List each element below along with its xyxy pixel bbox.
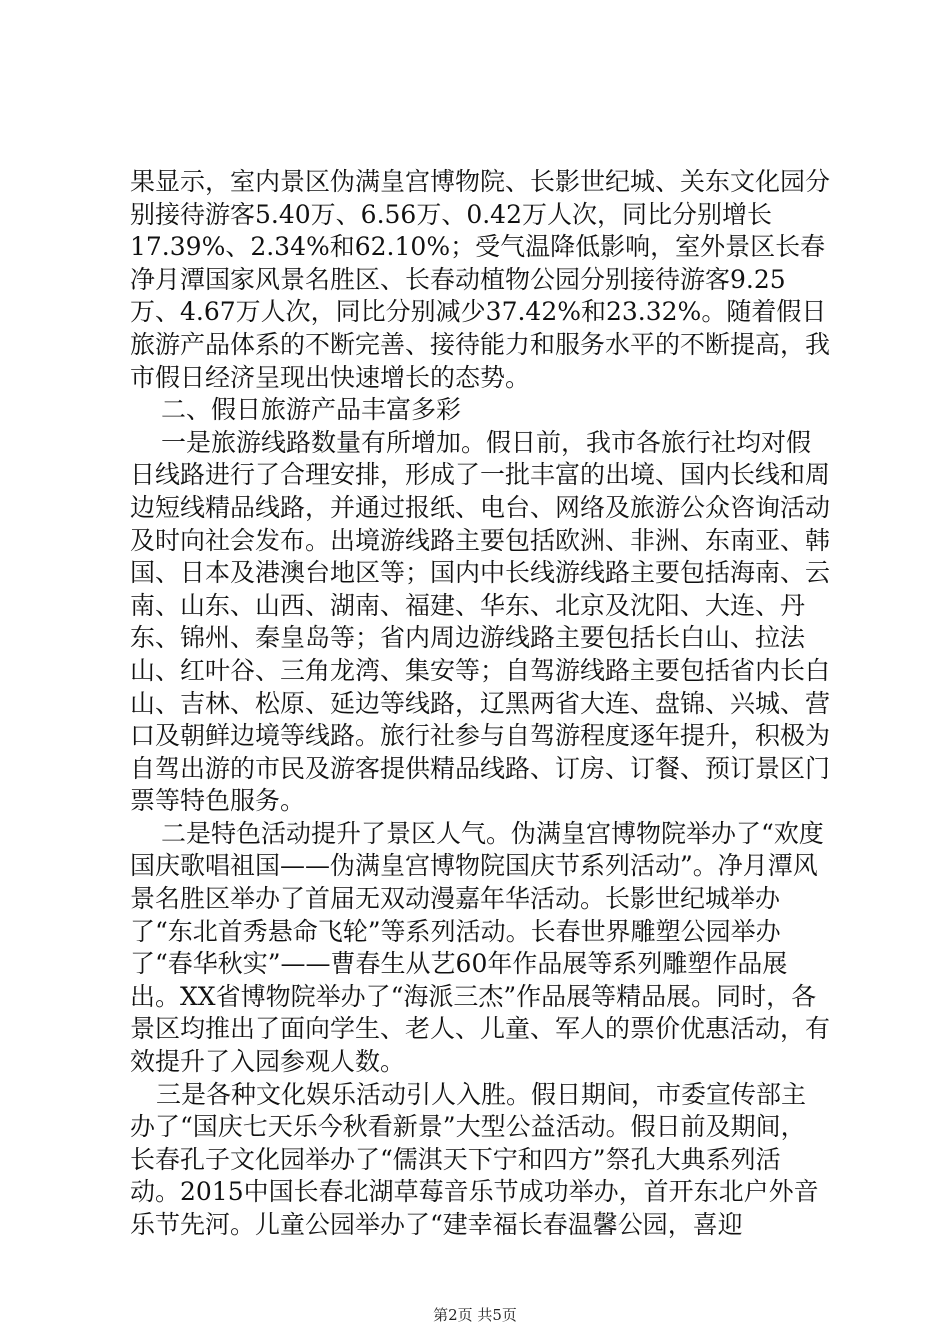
paragraph-special-activities: 二是特色活动提升了景区人气。伪满皇宫博物院举办了“欢度国庆歌唱祖国——伪满皇宫博物院国庆节系列活动”。净月潭风景名胜区举办了首届无双动漫嘉年华活动。长影世纪城举办了“东北首秀悬命飞轮”等系列活动。长春世界雕塑公园举办了“春华秋实”——曹春生从艺60年作品展等系列雕塑作品展出。XX省博物院举办了“海派三杰”作品展等精品展。同时，各景区均推出了面向学生、老人、儿童、军人的票价优惠活动，有效提升了入园参观人数。 xyxy=(130,818,831,1077)
section-heading: 二、假日旅游产品丰富多彩 xyxy=(161,395,462,425)
paragraph-statistics: 果显示，室内景区伪满皇宫博物院、长影世纪城、关东文化园分别接待游客5.40万、6.56万、0.42万人次，同比分别增长17.39%、2.34%和62.10%；受气温降低影响，室外景区长春净月潭国家风景名胜区、长春动植物公园分别接待游客9.25万、4.67万人次，同比分别减少37.42%和23.32%。随着假日旅游产品体系的不断完善、接待能力和服务水平的不断提高，我市假日经济呈现出快速增长的态势。 xyxy=(130,167,831,392)
paragraph-cultural-events: 三是各种文化娱乐活动引人入胜。假日期间，市委宣传部主办了“国庆七天乐今秋看新景”大型公益活动。假日前及期间，长春孔子文化园举办了“儒淇天下宁和四方”祭孔大典系列活动。2015中国长春北湖草莓音乐节成功举办，首开东北户外音乐节先河。儿童公园举办了“建幸福长春温馨公园，喜迎 xyxy=(130,1079,819,1239)
document-body xyxy=(130,166,830,1242)
paragraph-tour-routes: 一是旅游线路数量有所增加。假日前，我市各旅行社均对假日线路进行了合理安排，形成了一批丰富的出境、国内长线和周边短线精品线路，并通过报纸、电台、网络及旅游公众咨询活动及时向社会发布。出境游线路主要包括欧洲、非洲、东南亚、韩国、日本及港澳台地区等；国内中长线游线路主要包括海南、云南、山东、山西、湖南、福建、华东、北京及沈阳、大连、丹东、锦州、秦皇岛等；省内周边游线路主要包括长白山、拉法山、红叶谷、三角龙湾、集安等；自驾游线路主要包括省内长白山、吉林、松原、延边等线路，辽黑两省大连、盘锦、兴城、营口及朝鲜边境等线路。旅行社参与自驾游程度逐年提升，积极为自驾出游的市民及游客提供精品线路、订房、订餐、预订景区门票等特色服务。 xyxy=(130,427,831,816)
page-number-footer: 第2页 共5页 xyxy=(433,1306,517,1324)
